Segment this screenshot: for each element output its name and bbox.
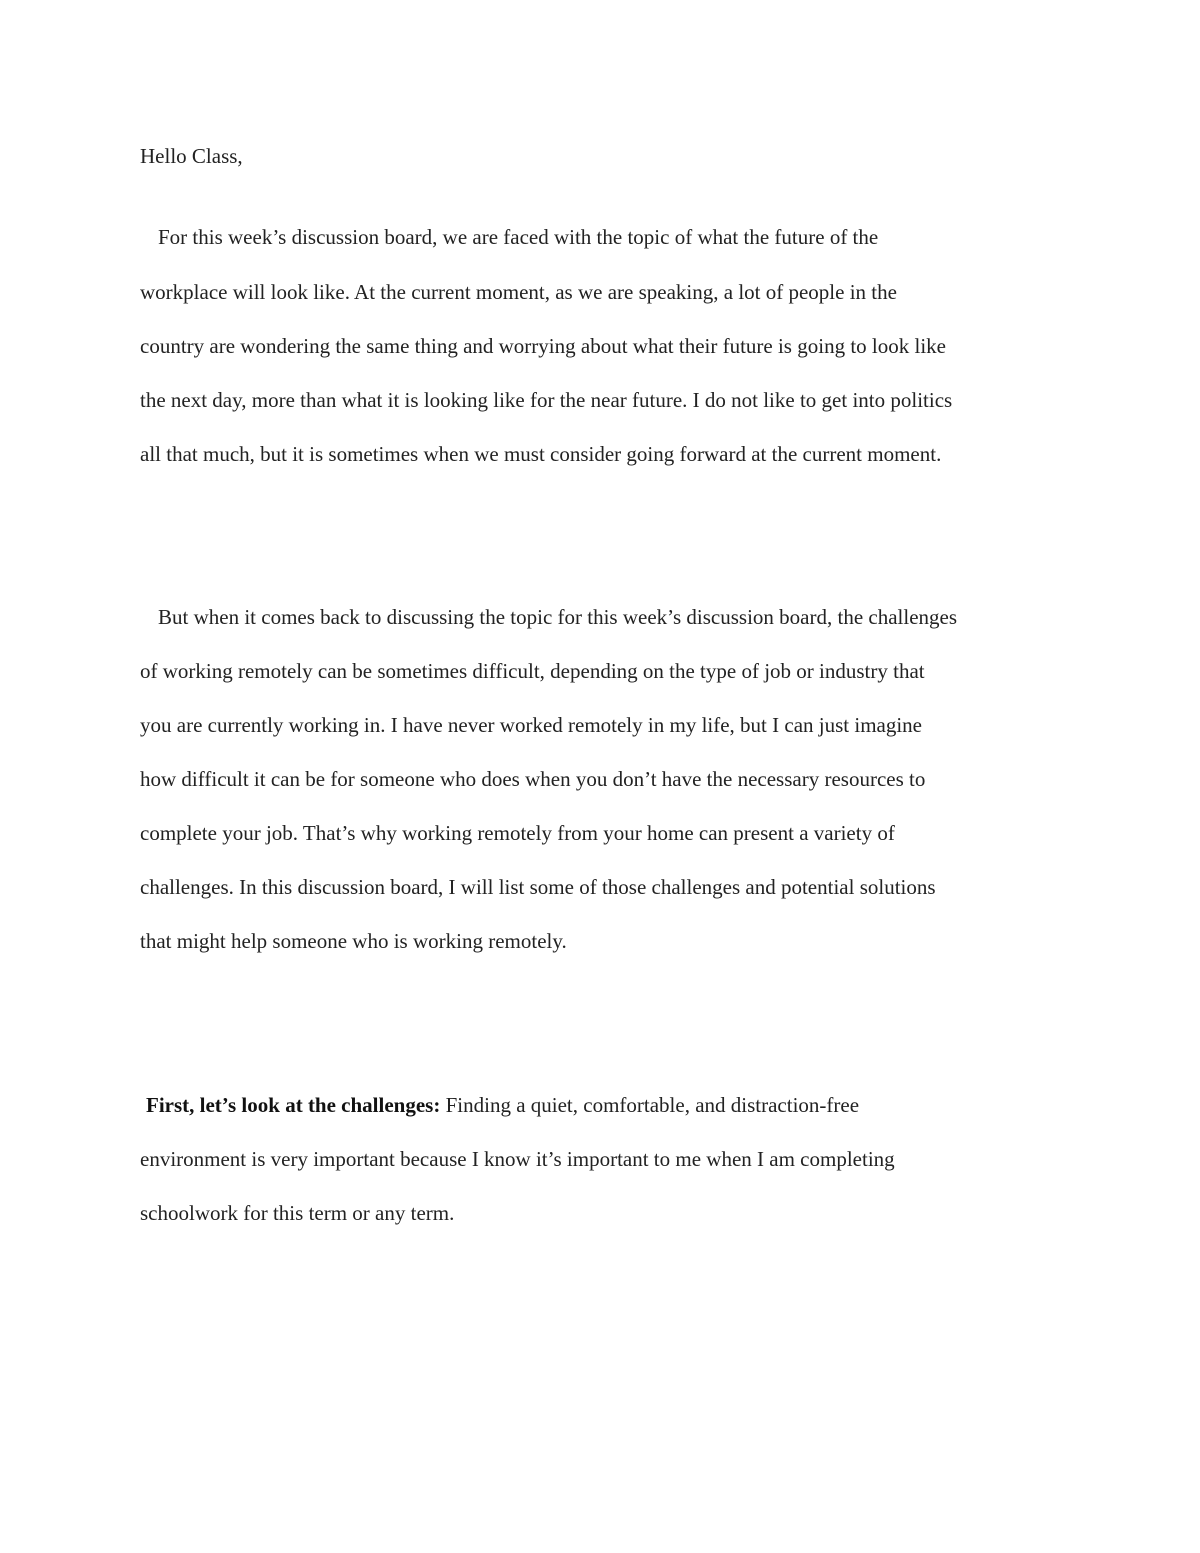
paragraph-2-line-3: you are currently working in. I have never worked remotely in my life, but I can just imagine [140, 713, 923, 737]
paragraph-2-line-7: that might help someone who is working remotely. [140, 929, 567, 953]
paragraph-1-line-2: workplace will look like. At the current moment, as we are speaking, a lot of people in the [140, 280, 897, 304]
paragraph-2-line-5: complete your job. That’s why working remotely from your home can present a variety of [140, 821, 895, 845]
paragraph-3-line-2: environment is very important because I know it’s important to me when I am completing [140, 1147, 895, 1171]
paragraph-1-line-1: For this week’s discussion board, we are faced with the topic of what the future of the [158, 225, 879, 249]
paragraph-3-line-3: schoolwork for this term or any term. [140, 1201, 455, 1225]
paragraph-1-line-4: the next day, more than what it is looking like for the near future. I do not like to get into politics [140, 388, 953, 412]
paragraph-1-line-3: country are wondering the same thing and worrying about what their future is going to look like [140, 334, 946, 358]
paragraph-2-line-1: But when it comes back to discussing the topic for this week’s discussion board, the challenges [158, 605, 958, 629]
challenges-heading: First, let’s look at the challenges: [146, 1093, 441, 1117]
paragraph-1-line-5: all that much, but it is sometimes when we must consider going forward at the current moment. [140, 442, 942, 466]
paragraph-3-line-1 [146, 1092, 859, 1118]
paragraph-2-line-4: how difficult it can be for someone who does when you don’t have the necessary resources to [140, 767, 926, 791]
paragraph-2-line-2: of working remotely can be sometimes difficult, depending on the type of job or industry that [140, 659, 925, 683]
paragraph-3-line-1-text: Finding a quiet, comfortable, and distraction-free [440, 1093, 860, 1117]
paragraph-2-line-6: challenges. In this discussion board, I will list some of those challenges and potential solutions [140, 875, 936, 899]
greeting: Hello Class, [140, 144, 243, 168]
